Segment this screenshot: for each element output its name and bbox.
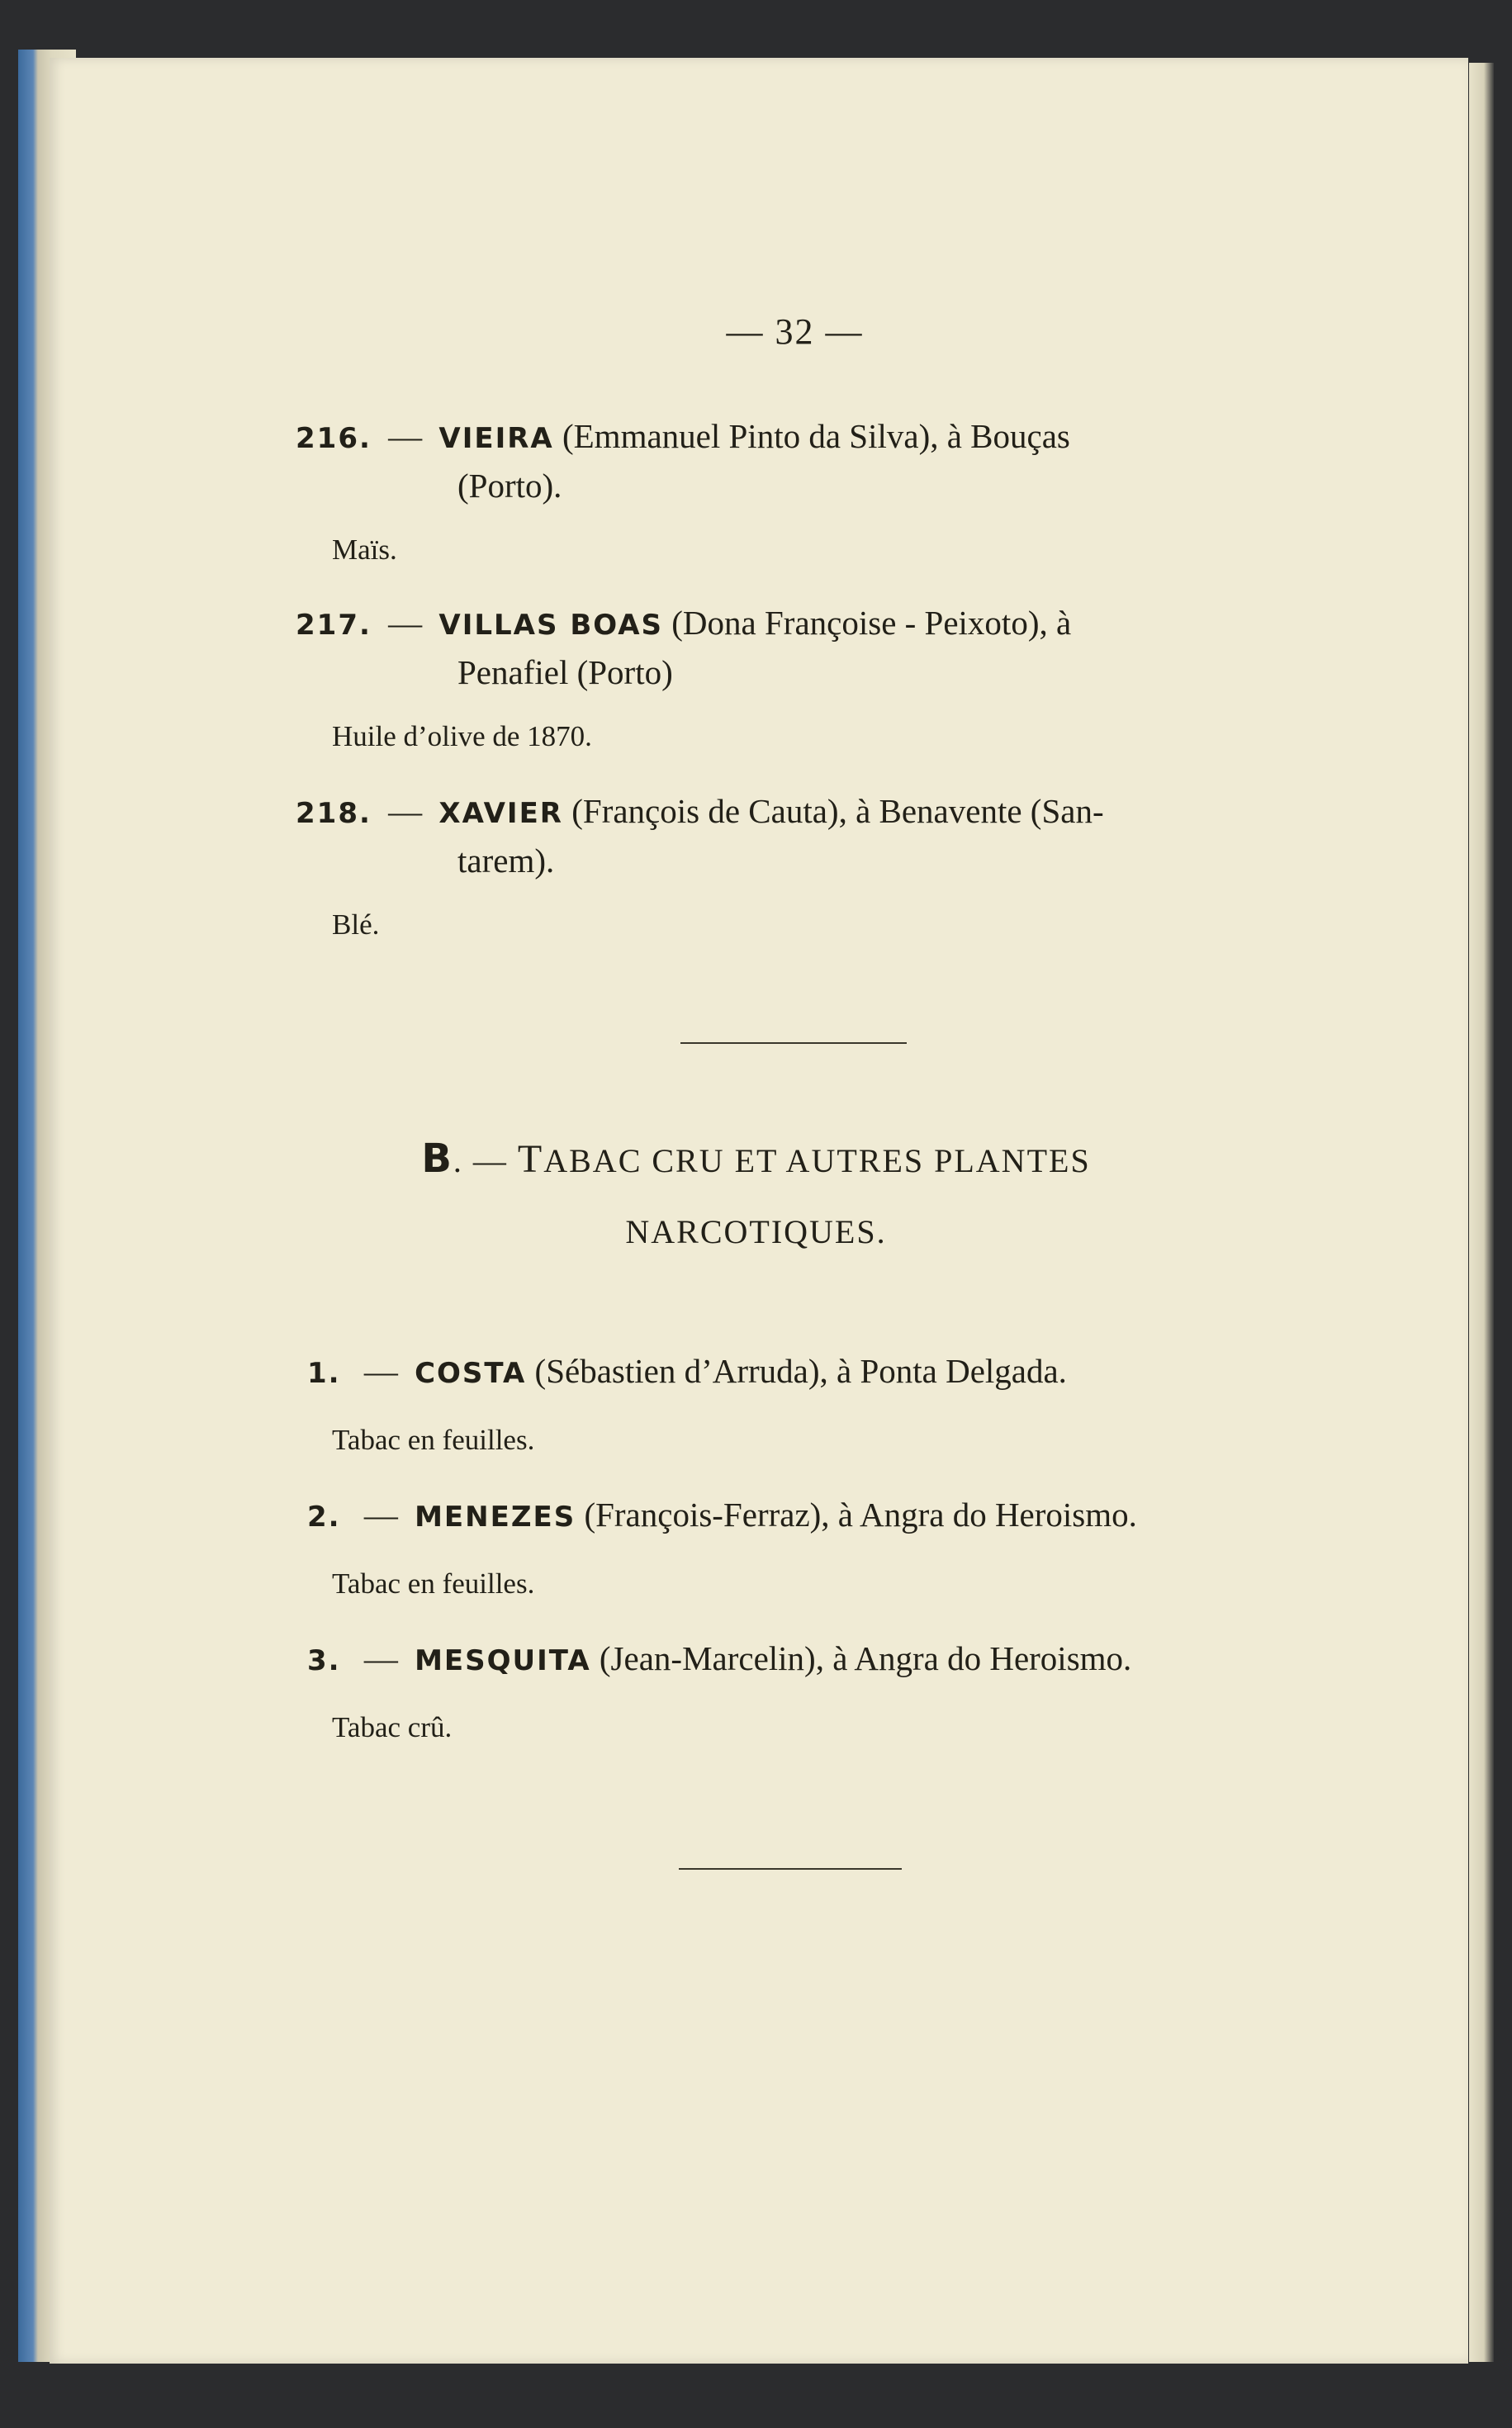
entry-217	[296, 600, 1287, 696]
entry-dash: —	[363, 1496, 398, 1534]
exhibitor-details: (François de Cauta), à Benavente (San-	[571, 792, 1104, 830]
entry-number: 217.	[296, 609, 372, 642]
entry-number: 3.	[307, 1644, 341, 1677]
entry-dash: —	[388, 792, 423, 830]
section-divider	[680, 1042, 907, 1044]
exhibitor-details: (Sébastien d’Arruda), à Ponta Delgada.	[534, 1352, 1067, 1390]
section-title-initial: T	[517, 1137, 544, 1181]
product-label: Maïs.	[332, 533, 397, 566]
exhibitor-details: (François-Ferraz), à Angra do Heroismo.	[584, 1496, 1137, 1534]
product-label: Blé.	[332, 908, 380, 941]
entry-b-3	[307, 1635, 1131, 1685]
entry-dash: —	[388, 417, 423, 455]
end-divider	[679, 1868, 902, 1870]
exhibitor-details: (Emmanuel Pinto da Silva), à Bouças	[562, 417, 1070, 455]
exhibitor-name: XAVIER	[438, 797, 563, 830]
entry-number: 2.	[307, 1501, 341, 1534]
exhibitor-name: MESQUITA	[415, 1644, 591, 1677]
exhibitor-name: MENEZES	[415, 1501, 576, 1534]
entry-line	[296, 600, 1287, 649]
exhibitor-details: (Jean-Marcelin), à Angra do Heroismo.	[599, 1639, 1132, 1677]
exhibitor-name: COSTA	[415, 1357, 527, 1390]
product-label: Tabac crû.	[332, 1711, 453, 1743]
entry-number: 216.	[296, 422, 372, 455]
entry-dash: —	[363, 1639, 398, 1677]
section-heading	[0, 1123, 1512, 1268]
page-number: — 32 —	[726, 311, 864, 352]
exhibitor-name: VIEIRA	[438, 422, 554, 455]
product-label: Tabac en feuilles.	[332, 1424, 535, 1456]
entry-dash: —	[388, 604, 423, 642]
product-label: Tabac en feuilles.	[332, 1567, 535, 1600]
entry-b-1	[307, 1348, 1067, 1397]
entry-continuation: Penafiel (Porto)	[457, 653, 673, 691]
entry-continuation: tarem).	[457, 842, 555, 880]
section-dash: . —	[453, 1142, 508, 1179]
section-letter: B	[421, 1136, 453, 1182]
section-title-continuation: NARCOTIQUES.	[625, 1213, 887, 1250]
entry-line	[296, 788, 1287, 837]
section-title: ABAC CRU ET AUTRES PLANTES	[543, 1142, 1091, 1179]
entry-dash: —	[363, 1352, 398, 1390]
product-label: Huile d’olive de 1870.	[332, 720, 592, 752]
entry-b-2	[307, 1491, 1137, 1541]
entry-218	[296, 788, 1287, 884]
section-heading-line	[0, 1123, 1512, 1197]
entry-number: 1.	[307, 1357, 341, 1390]
exhibitor-name: VILLAS BOAS	[438, 609, 664, 642]
entry-line	[296, 413, 1287, 462]
exhibitor-details: (Dona Françoise - Peixoto), à	[671, 604, 1072, 642]
entry-216	[296, 413, 1287, 510]
entry-continuation: (Porto).	[457, 467, 562, 505]
entry-number: 218.	[296, 797, 372, 830]
